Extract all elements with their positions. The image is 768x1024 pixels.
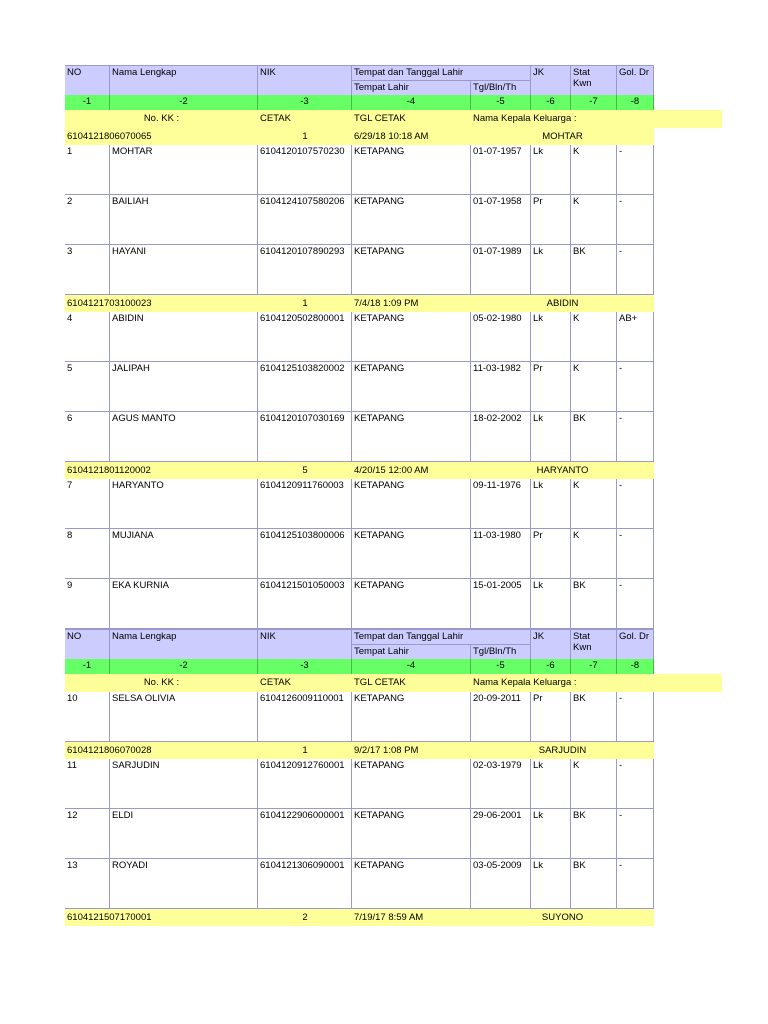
kk-cetak: 1 — [258, 742, 352, 759]
person-stat: BK — [571, 579, 617, 629]
person-jk: Lk — [531, 312, 571, 362]
person-no: 7 — [65, 479, 110, 529]
person-tgl-lahir: 15-01-2005 — [471, 579, 531, 629]
person-tempat: KETAPANG — [352, 195, 471, 245]
cetak-label: CETAK — [258, 674, 352, 692]
column-number-row — [65, 95, 654, 110]
kk-header-row — [65, 110, 722, 128]
header-nama: Nama Lengkap — [110, 66, 258, 96]
kk-row — [65, 295, 722, 312]
person-tempat: KETAPANG — [352, 859, 471, 909]
person-stat: BK — [571, 245, 617, 295]
person-no: 1 — [65, 145, 110, 195]
header-nama: Nama Lengkap — [110, 630, 258, 660]
person-tempat: KETAPANG — [352, 245, 471, 295]
kk-row — [65, 128, 722, 145]
table-row — [65, 245, 654, 295]
person-gol: - — [617, 859, 654, 909]
kk-tgl-cetak: 9/2/17 1:08 PM — [352, 742, 471, 759]
person-no: 3 — [65, 245, 110, 295]
person-stat: K — [571, 759, 617, 809]
header-tempat: Tempat Lahir — [352, 645, 471, 660]
person-nik: 6104122906000001 — [258, 809, 352, 859]
kk-tgl-cetak: 7/19/17 8:59 AM — [352, 909, 471, 926]
person-no: 8 — [65, 529, 110, 579]
person-stat: K — [571, 195, 617, 245]
person-nama: JALIPAH — [110, 362, 258, 412]
person-gol: - — [617, 362, 654, 412]
person-gol: - — [617, 412, 654, 462]
person-no: 9 — [65, 579, 110, 629]
column-number: -1 — [65, 659, 110, 674]
person-nama: MOHTAR — [110, 145, 258, 195]
person-nama: HAYANI — [110, 245, 258, 295]
person-nik: 6104120107570230 — [258, 145, 352, 195]
tgl-cetak-label: TGL CETAK — [352, 110, 471, 128]
person-tempat: KETAPANG — [352, 692, 471, 742]
column-number: -3 — [258, 659, 352, 674]
person-gol: - — [617, 479, 654, 529]
person-jk: Pr — [531, 195, 571, 245]
person-nik: 6104120107030169 — [258, 412, 352, 462]
person-tempat: KETAPANG — [352, 579, 471, 629]
kk-number: 6104121806070028 — [65, 742, 258, 759]
kk-tgl-cetak: 7/4/18 1:09 PM — [352, 295, 471, 312]
person-no: 13 — [65, 859, 110, 909]
kk-number: 6104121703100023 — [65, 295, 258, 312]
header-no: NO — [65, 66, 110, 96]
person-gol: - — [617, 579, 654, 629]
person-tgl-lahir: 11-03-1982 — [471, 362, 531, 412]
person-nama: SARJUDIN — [110, 759, 258, 809]
kk-cetak: 2 — [258, 909, 352, 926]
person-tgl-lahir: 09-11-1976 — [471, 479, 531, 529]
person-stat: K — [571, 479, 617, 529]
header-gol: Gol. Dr — [617, 630, 654, 660]
header-nik: NIK — [258, 66, 352, 96]
column-number: -2 — [110, 659, 258, 674]
kk-label: No. KK : — [65, 674, 258, 692]
kk-label: No. KK : — [65, 110, 258, 128]
person-tgl-lahir: 18-02-2002 — [471, 412, 531, 462]
person-tgl-lahir: 02-03-1979 — [471, 759, 531, 809]
header-tgl: Tgl/Bln/Th — [471, 645, 531, 660]
person-no: 11 — [65, 759, 110, 809]
person-tgl-lahir: 01-07-1958 — [471, 195, 531, 245]
kk-kepala: ABIDIN — [471, 295, 654, 312]
table-row — [65, 759, 654, 809]
person-gol: - — [617, 809, 654, 859]
column-number: -4 — [352, 95, 471, 110]
person-nama: BAILIAH — [110, 195, 258, 245]
person-nik: 6104125103820002 — [258, 362, 352, 412]
person-jk: Lk — [531, 809, 571, 859]
person-tempat: KETAPANG — [352, 809, 471, 859]
person-tgl-lahir: 01-07-1989 — [471, 245, 531, 295]
kk-tgl-cetak: 6/29/18 10:18 AM — [352, 128, 471, 145]
column-number: -2 — [110, 95, 258, 110]
person-jk: Lk — [531, 859, 571, 909]
column-number: -1 — [65, 95, 110, 110]
kk-header-row — [65, 674, 722, 692]
person-stat: BK — [571, 859, 617, 909]
person-nik: 6104121501050003 — [258, 579, 352, 629]
kk-cetak: 5 — [258, 462, 352, 479]
person-nik: 6104126009110001 — [258, 692, 352, 742]
kk-cetak: 1 — [258, 295, 352, 312]
person-jk: Lk — [531, 412, 571, 462]
kk-number: 6104121806070065 — [65, 128, 258, 145]
person-jk: Pr — [531, 692, 571, 742]
person-nik: 6104125103800006 — [258, 529, 352, 579]
person-jk: Lk — [531, 479, 571, 529]
header-gol: Gol. Dr — [617, 66, 654, 96]
person-stat: K — [571, 529, 617, 579]
person-stat: K — [571, 145, 617, 195]
column-number: -4 — [352, 659, 471, 674]
person-nama: ABIDIN — [110, 312, 258, 362]
person-nik: 6104120107890293 — [258, 245, 352, 295]
kk-kepala: SARJUDIN — [471, 742, 654, 759]
column-number: -7 — [571, 659, 617, 674]
person-jk: Pr — [531, 362, 571, 412]
table-row — [65, 859, 654, 909]
kk-kepala: HARYANTO — [471, 462, 654, 479]
person-tgl-lahir: 05-02-1980 — [471, 312, 531, 362]
person-gol: - — [617, 692, 654, 742]
person-gol: - — [617, 195, 654, 245]
person-nama: MUJIANA — [110, 529, 258, 579]
person-gol: - — [617, 245, 654, 295]
kk-kepala: SUYONO — [471, 909, 654, 926]
kk-row — [65, 462, 722, 479]
person-no: 5 — [65, 362, 110, 412]
person-tempat: KETAPANG — [352, 759, 471, 809]
person-nik: 6104120912760001 — [258, 759, 352, 809]
person-nama: SELSA OLIVIA — [110, 692, 258, 742]
table-header — [65, 629, 654, 660]
table-row — [65, 195, 654, 245]
header-tempat: Tempat Lahir — [352, 81, 471, 96]
person-stat: K — [571, 312, 617, 362]
table-row — [65, 692, 654, 742]
kk-kepala: MOHTAR — [471, 128, 654, 145]
person-nik: 6104121306090001 — [258, 859, 352, 909]
column-number: -8 — [617, 659, 654, 674]
person-gol: - — [617, 529, 654, 579]
cetak-label: CETAK — [258, 110, 352, 128]
table-row — [65, 412, 654, 462]
kepala-label: Nama Kepala Keluarga : — [471, 110, 722, 128]
table-row — [65, 809, 654, 859]
table-row — [65, 529, 654, 579]
column-number: -7 — [571, 95, 617, 110]
person-jk: Lk — [531, 579, 571, 629]
person-jk: Lk — [531, 759, 571, 809]
person-jk: Lk — [531, 145, 571, 195]
person-gol: - — [617, 145, 654, 195]
person-stat: BK — [571, 692, 617, 742]
person-tempat: KETAPANG — [352, 145, 471, 195]
person-nik: 6104120502800001 — [258, 312, 352, 362]
person-nama: EKA KURNIA — [110, 579, 258, 629]
kk-row — [65, 742, 722, 759]
header-stat-line2: Kwn — [573, 642, 592, 653]
kk-row — [65, 909, 722, 926]
person-stat: BK — [571, 412, 617, 462]
kepala-label: Nama Kepala Keluarga : — [471, 674, 722, 692]
table-row — [65, 362, 654, 412]
person-nama: ELDI — [110, 809, 258, 859]
person-nama: HARYANTO — [110, 479, 258, 529]
kk-tgl-cetak: 4/20/15 12:00 AM — [352, 462, 471, 479]
person-no: 4 — [65, 312, 110, 362]
column-number: -6 — [531, 95, 571, 110]
person-no: 6 — [65, 412, 110, 462]
column-number: -5 — [471, 659, 531, 674]
table-row — [65, 479, 654, 529]
tgl-cetak-label: TGL CETAK — [352, 674, 471, 692]
table-header — [65, 65, 654, 96]
column-number-row — [65, 659, 654, 674]
person-tgl-lahir: 11-03-1980 — [471, 529, 531, 579]
header-ttl: Tempat dan Tanggal Lahir — [352, 630, 531, 645]
person-tgl-lahir: 20-09-2011 — [471, 692, 531, 742]
person-tempat: KETAPANG — [352, 362, 471, 412]
column-number: -5 — [471, 95, 531, 110]
person-nik: 6104124107580206 — [258, 195, 352, 245]
table-row — [65, 579, 654, 629]
header-ttl: Tempat dan Tanggal Lahir — [352, 66, 531, 81]
header-nik: NIK — [258, 630, 352, 660]
person-no: 10 — [65, 692, 110, 742]
person-no: 12 — [65, 809, 110, 859]
column-number: -6 — [531, 659, 571, 674]
header-tgl: Tgl/Bln/Th — [471, 81, 531, 96]
header-no: NO — [65, 630, 110, 660]
header-jk: JK — [531, 630, 571, 660]
person-tempat: KETAPANG — [352, 529, 471, 579]
person-nik: 6104120911760003 — [258, 479, 352, 529]
header-stat-line1: Stat — [573, 631, 590, 642]
person-jk: Pr — [531, 529, 571, 579]
person-stat: BK — [571, 809, 617, 859]
person-tgl-lahir: 03-05-2009 — [471, 859, 531, 909]
person-tempat: KETAPANG — [352, 479, 471, 529]
header-stat — [571, 66, 617, 96]
header-stat — [571, 630, 617, 660]
column-number: -8 — [617, 95, 654, 110]
person-no: 2 — [65, 195, 110, 245]
person-tgl-lahir: 29-06-2001 — [471, 809, 531, 859]
person-nama: ROYADI — [110, 859, 258, 909]
kk-number: 6104121801120002 — [65, 462, 258, 479]
person-jk: Lk — [531, 245, 571, 295]
header-stat-line1: Stat — [573, 67, 590, 78]
header-stat-line2: Kwn — [573, 78, 592, 89]
person-gol: - — [617, 759, 654, 809]
kk-cetak: 1 — [258, 128, 352, 145]
table-row — [65, 312, 654, 362]
column-number: -3 — [258, 95, 352, 110]
person-gol: AB+ — [617, 312, 654, 362]
person-stat: K — [571, 362, 617, 412]
person-tempat: KETAPANG — [352, 312, 471, 362]
person-nama: AGUS MANTO — [110, 412, 258, 462]
table-row — [65, 145, 654, 195]
person-tempat: KETAPANG — [352, 412, 471, 462]
person-tgl-lahir: 01-07-1957 — [471, 145, 531, 195]
header-jk: JK — [531, 66, 571, 96]
kk-number: 6104121507170001 — [65, 909, 258, 926]
